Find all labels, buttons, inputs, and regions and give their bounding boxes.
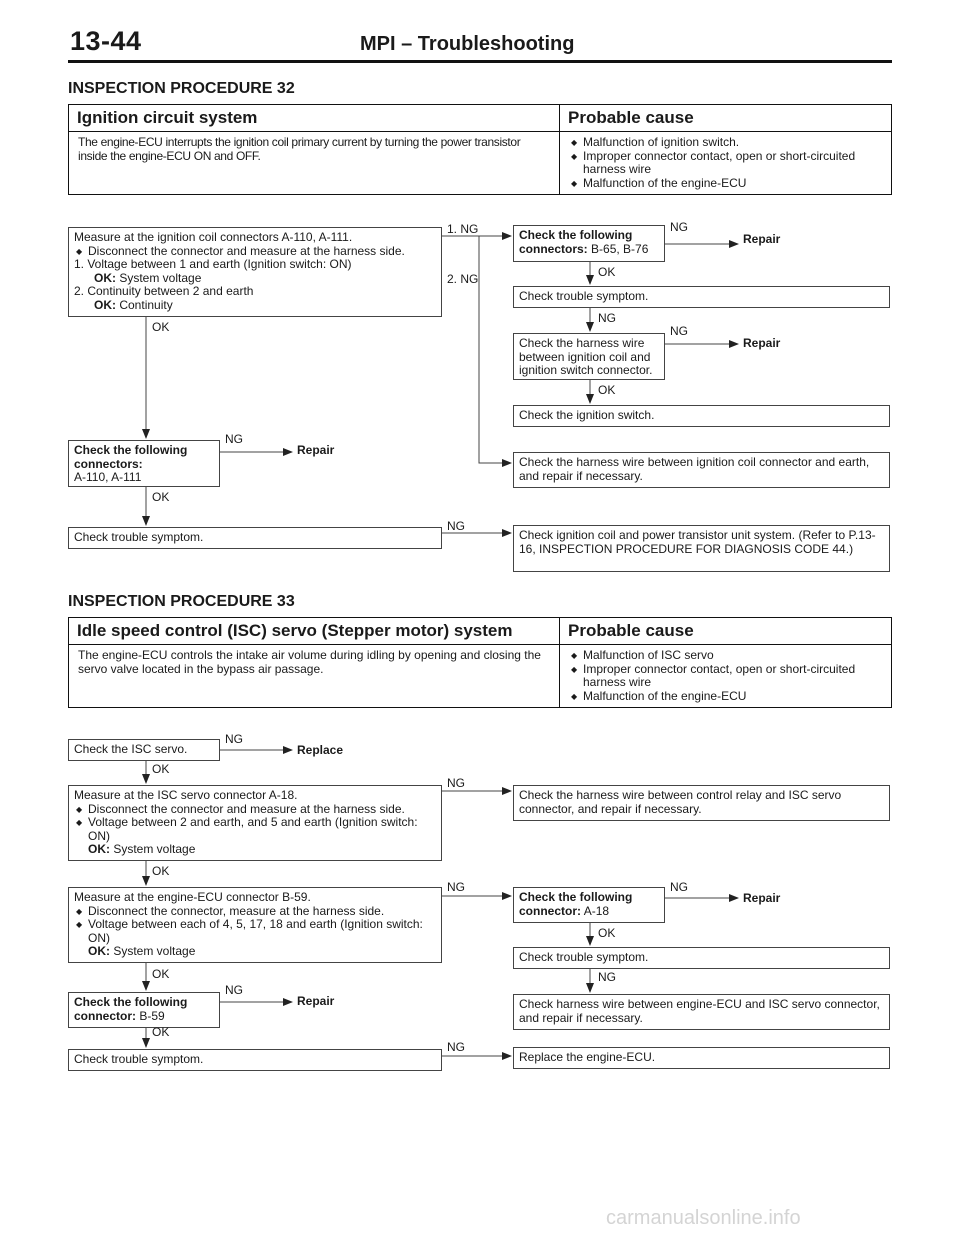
check-trouble-symptom-box: Check trouble symptom.: [513, 286, 890, 308]
measure-ignition-coil-box: Measure at the ignition coil connectors A-110, A-111. ◆ Disconnect the connector and measure at the harness side. 1. Voltage between 1 and earth (Ignition switch: ON) OK: System voltage 2. Continuity between 2 and earth OK: Continuity: [68, 227, 442, 317]
ng-label: NG: [447, 1040, 465, 1054]
system-header: Ignition circuit system: [69, 105, 560, 131]
ok-label: OK: [598, 265, 616, 279]
measure-ecu-connector-box: Measure at the engine-ECU connector B-59. ◆ Disconnect the connector, measure at the harness side. ◆ Voltage between each of 4, 5, 17, 18 and earth (Ignition switch: ON) OK: System voltage: [68, 887, 442, 963]
ng-label: NG: [447, 519, 465, 533]
measure-isc-connector-box: Measure at the ISC servo connector A-18. ◆ Disconnect the connector and measure at the harness side. ◆ Voltage between 2 and earth, and 5 and earth (Ignition switch: ON) OK: System voltage: [68, 785, 442, 861]
page-title: MPI – Troubleshooting: [360, 33, 575, 55]
check-trouble-symptom-box: Check trouble symptom.: [68, 1049, 442, 1071]
system-description: The engine-ECU controls the intake air volume during idling by opening and closing the servo valve located in the bypass air passage.: [69, 645, 560, 707]
check-isc-servo-box: Check the ISC servo.: [68, 739, 220, 761]
replace-ecu-box: Replace the engine-ECU.: [513, 1047, 890, 1069]
ng-label: NG: [670, 220, 688, 234]
repair-label: Repair: [297, 443, 335, 457]
check-connector-b59-box: Check the following connector: B-59: [68, 992, 220, 1028]
page-number: 13-44: [70, 26, 142, 56]
check-harness-relay-box: Check the harness wire between control relay and ISC servo connector, and repair if necessary.: [513, 785, 890, 821]
check-ignition-coil-box: Check ignition coil and power transistor unit system. (Refer to P.13-16, INSPECTION PROCEDURE FOR DIAGNOSIS CODE 44.): [513, 525, 890, 572]
ok-label: OK: [152, 1025, 170, 1039]
ok-label: OK: [152, 320, 170, 334]
cause-item: ◆ Malfunction of the engine-ECU: [569, 690, 883, 704]
repair-label: Repair: [743, 336, 781, 350]
ng-label: NG: [225, 432, 243, 446]
cause-item: ◆ Malfunction of ignition switch.: [569, 136, 883, 150]
ok-label: OK: [152, 864, 170, 878]
procedure-32-title: INSPECTION PROCEDURE 32: [68, 80, 295, 97]
ng-label: NG: [670, 324, 688, 338]
cause-header: Probable cause: [568, 621, 694, 640]
repair-label: Repair: [743, 891, 781, 905]
cause-item: ◆ Malfunction of the engine-ECU: [569, 177, 883, 191]
ok-label: OK: [598, 926, 616, 940]
branch-label: 2. NG: [447, 272, 479, 286]
check-harness-switch-box: Check the harness wire between ignition coil and ignition switch connector.: [513, 333, 665, 380]
arrow-connector: [479, 236, 511, 463]
cause-header: Probable cause: [568, 108, 694, 127]
ng-label: NG: [225, 732, 243, 746]
cause-item: ◆ Improper connector contact, open or short-circuited harness wire: [569, 150, 883, 177]
ng-label: NG: [447, 776, 465, 790]
ng-label: NG: [598, 311, 616, 325]
check-trouble-symptom-box: Check trouble symptom.: [68, 527, 442, 549]
cause-item: ◆ Malfunction of ISC servo: [569, 649, 883, 663]
ok-label: OK: [152, 967, 170, 981]
replace-label: Replace: [297, 743, 344, 757]
cause-item: ◆ Improper connector contact, open or short-circuited harness wire: [569, 663, 883, 690]
check-harness-earth-box: Check the harness wire between ignition coil connector and earth, and repair if necessary.: [513, 452, 890, 488]
repair-label: Repair: [297, 994, 335, 1008]
ok-label: OK: [598, 383, 616, 397]
procedure-33-title: INSPECTION PROCEDURE 33: [68, 593, 295, 610]
check-connectors-b65-box: Check the following connectors: B-65, B-76: [513, 225, 665, 262]
branch-label: 1. NG: [447, 222, 479, 236]
ng-label: NG: [598, 970, 616, 984]
check-trouble-symptom-box: Check trouble symptom.: [513, 947, 890, 969]
check-harness-ecu-box: Check harness wire between engine-ECU and ISC servo connector, and repair if necessary.: [513, 994, 890, 1030]
check-connectors-a110-box: Check the following connectors: A-110, A-111: [68, 440, 220, 487]
system-header: Idle speed control (ISC) servo (Stepper motor) system: [69, 618, 560, 644]
check-ignition-switch-box: Check the ignition switch.: [513, 405, 890, 427]
check-connector-a18-box: Check the following connector: A-18: [513, 887, 665, 923]
system-description: The engine-ECU interrupts the ignition coil primary current by turning the power transistor inside the engine-ECU ON and OFF.: [69, 132, 560, 194]
ng-label: NG: [670, 880, 688, 894]
ng-label: NG: [225, 983, 243, 997]
ok-label: OK: [152, 490, 170, 504]
repair-label: Repair: [743, 232, 781, 246]
watermark: carmanualsonline.info: [606, 1207, 801, 1229]
ok-label: OK: [152, 762, 170, 776]
ng-label: NG: [447, 880, 465, 894]
